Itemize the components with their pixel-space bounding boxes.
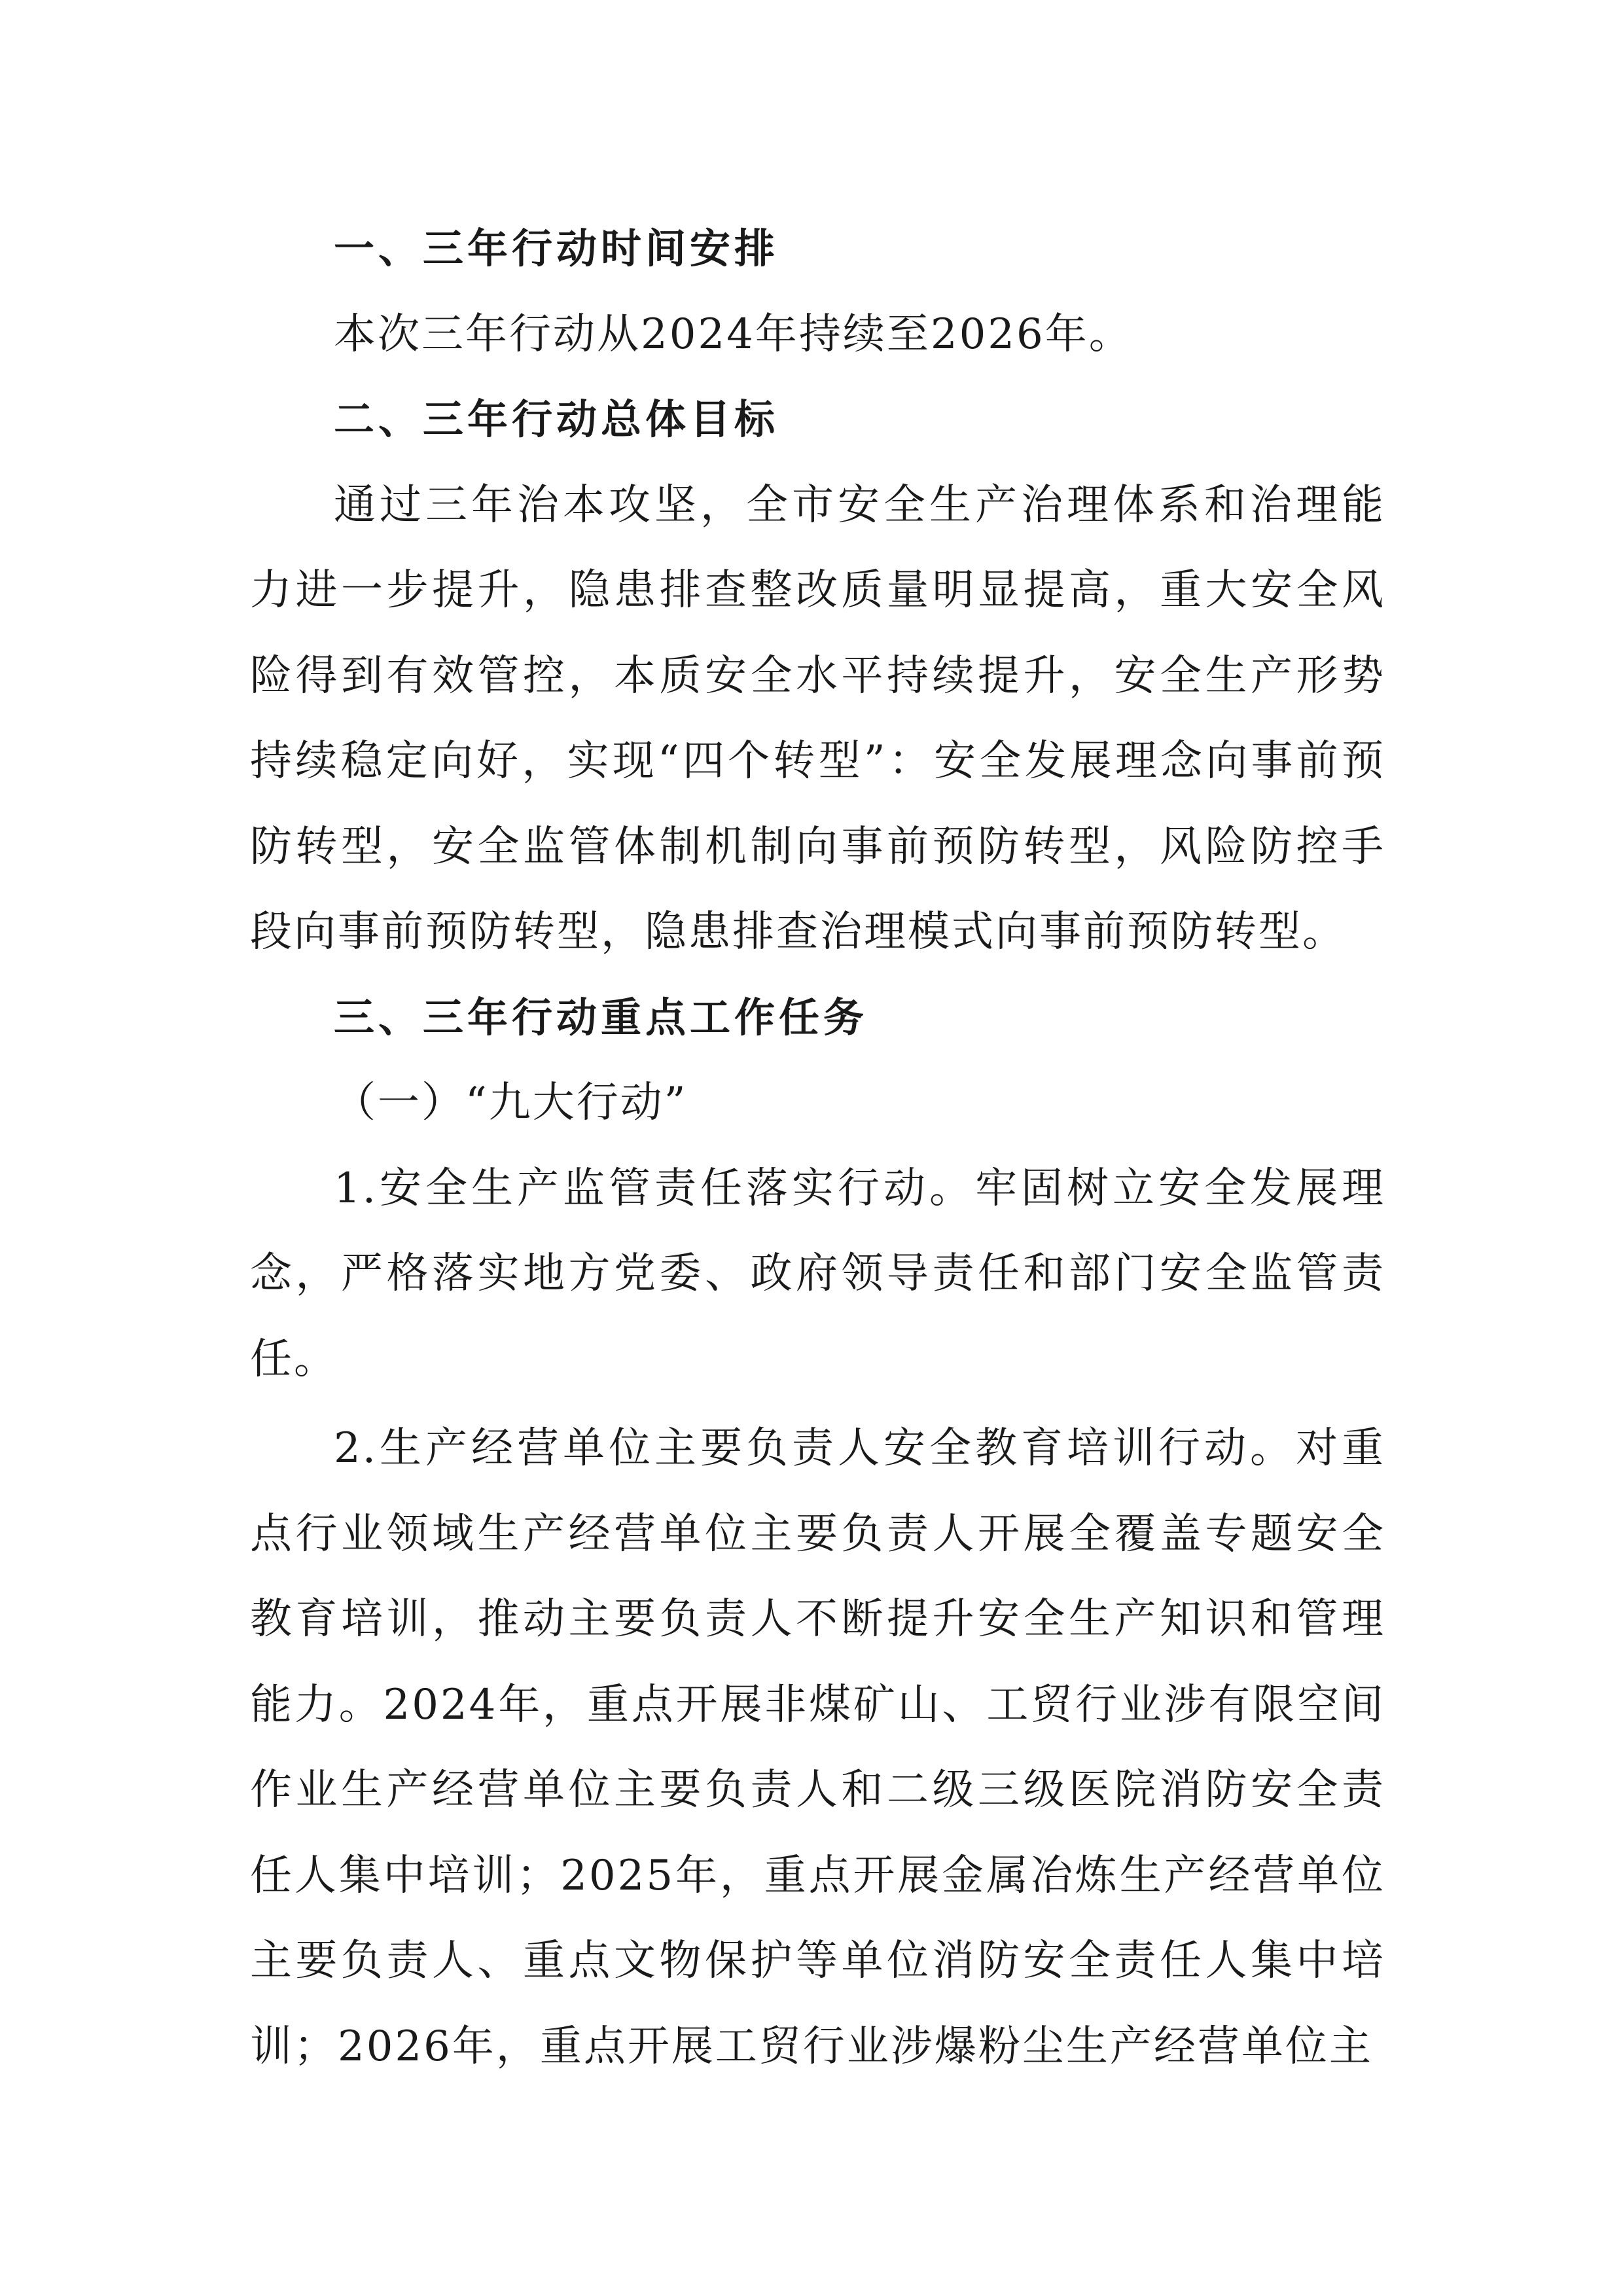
paragraph-goals: 通过三年治本攻坚，全市安全生产治理体系和治理能力进一步提升，隐患排查整改质量明显提高，重大安全风险得到有效管控，本质安全水平持续提升，安全生产形势持续稳定向好，实现“四个转型”：安全发展理念向事前预防转型，安全监管体制机制向事前预防转型，风险防控手段向事前预防转型，隐患排查治理模式向事前预防转型。 xyxy=(250,480,1385,956)
subsection-heading-nine-actions: （一）“九大行动” xyxy=(334,1079,688,1127)
document-body xyxy=(250,206,1385,2089)
paragraph-schedule: 本次三年行动从2024年持续至2026年。 xyxy=(334,310,1133,359)
section-heading-tasks: 三、三年行动重点工作任务 xyxy=(334,993,868,1041)
paragraph-action-1: 1.安全生产监管责任落实行动。牢固树立安全发展理念，严格落实地方党委、政府领导责任和部门安全监管责任。 xyxy=(250,1164,1385,1384)
section-heading-goals: 二、三年行动总体目标 xyxy=(334,395,779,443)
paragraph-action-2: 2.生产经营单位主要负责人安全教育培训行动。对重点行业领域生产经营单位主要负责人开展全覆盖专题安全教育培训，推动主要负责人不断提升安全生产知识和管理能力。2024年，重点开展非煤矿山、工贸行业涉有限空间作业生产经营单位主要负责人和二级三级医院消防安全责任人集中培训；2025年，重点开展金属冶炼生产经营单位主要负责人、重点文物保护等单位消防安全责任人集中培训；2026年，重点开展工贸行业涉爆粉尘生产经营单位主 xyxy=(250,1424,1385,2071)
section-heading-schedule: 一、三年行动时间安排 xyxy=(334,224,779,272)
